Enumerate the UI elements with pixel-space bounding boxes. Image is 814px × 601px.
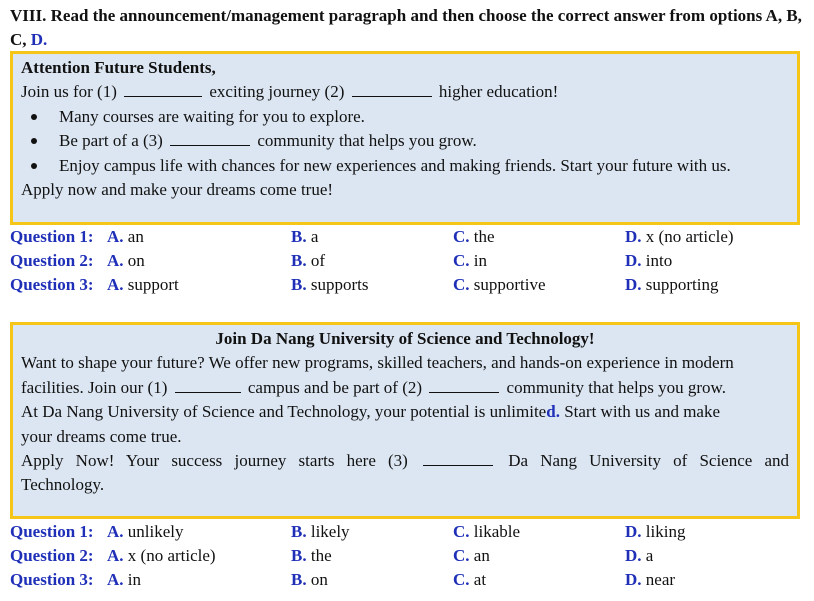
question-label: Question 3: [10,275,94,294]
option-c[interactable]: C. the [453,227,495,246]
option-c[interactable]: C. supportive [453,275,546,294]
passage-1-closing: Apply now and make your dreams come true! [21,180,334,200]
bullet-item [21,129,789,153]
answer-blank-3 [423,451,493,466]
option-b[interactable]: B. a [291,227,319,246]
bullet-text: community that helps you grow. [257,131,477,151]
passage-2-line-4: your dreams come true. [21,426,182,446]
question-label: Question 2: [10,546,94,565]
option-d[interactable]: D. x (no article) [625,227,734,246]
bullet-text: Be part of a (3) [59,131,163,151]
answer-blank-2 [352,82,432,97]
bullet-item [21,154,789,178]
option-b[interactable]: B. of [291,251,326,270]
passage-2-line-2 [21,376,789,400]
option-b[interactable]: B. supports [291,275,369,294]
bullet-icon [31,114,37,120]
bullet-item [21,105,789,129]
passage-1-title: Attention Future Students, [21,58,216,77]
question-label: Question 1: [10,227,94,246]
text-segment: exciting journey (2) [209,82,345,102]
text-segment: At Da Nang University of Science and Technology, your potential is unlimite [21,402,547,422]
question-label: Question 3: [10,570,94,589]
text-segment: higher education! [438,82,559,102]
option-d[interactable]: D. a [625,546,654,565]
bullet-text: Enjoy campus life with chances for new experiences and making friends. Start your future with us. [59,155,731,175]
bullet-icon [31,138,37,144]
option-b[interactable]: B. on [291,570,328,589]
question-label: Question 1: [10,522,94,541]
answer-blank-2 [429,378,499,393]
option-c[interactable]: C. likable [453,522,521,541]
option-d[interactable]: D. supporting [625,275,719,294]
bullet-text: Many courses are waiting for you to explore. [59,106,365,126]
passage-1-box [10,51,800,225]
passage-1-line-1 [21,80,789,104]
text-segment: Da Nang University of Science and [508,451,790,471]
option-a[interactable]: A. on [107,251,145,270]
passage-2-line-5 [21,449,789,473]
option-d[interactable]: D. near [625,570,676,589]
answer-blank-1 [124,82,202,97]
option-c[interactable]: C. an [453,546,490,565]
option-a[interactable]: A. in [107,570,142,589]
answer-blank-3 [170,131,250,146]
text-segment: community that helps you grow. [506,377,726,397]
passage-2-box [10,322,800,519]
question-label: Question 2: [10,251,94,270]
text-segment: Join us for (1) [21,82,117,102]
text-segment: facilities. Join our (1) [21,377,168,397]
answer-blank-1 [175,378,241,393]
passage-2-line-6: Technology. [21,475,105,495]
option-d[interactable]: D. liking [625,522,686,541]
text-segment: d. [546,402,560,422]
option-c[interactable]: C. in [453,251,488,270]
option-b[interactable]: B. the [291,546,332,565]
passage-2-line-3 [21,400,789,424]
text-segment: Apply Now! Your success journey starts here (3) [21,451,408,471]
heading-text: VIII. Read the announcement/management paragraph and then choose the correct answer from options A, B, C, [10,6,802,49]
text-segment: campus and be part of (2) [247,377,423,397]
passage-2-title: Join Da Nang University of Science and Technology! [215,329,595,348]
option-a[interactable]: A. unlikely [107,522,184,541]
passage-2-line-1: Want to shape your future? We offer new programs, skilled teachers, and hands-on experience in modern [21,353,734,373]
option-d[interactable]: D. into [625,251,673,270]
option-a[interactable]: A. x (no article) [107,546,216,565]
heading-d: D. [30,30,48,49]
option-c[interactable]: C. at [453,570,487,589]
section-heading [10,4,805,52]
option-a[interactable]: A. support [107,275,179,294]
option-b[interactable]: B. likely [291,522,350,541]
text-segment: Start with us and make [559,402,721,422]
option-a[interactable]: A. an [107,227,144,246]
bullet-icon [31,163,37,169]
